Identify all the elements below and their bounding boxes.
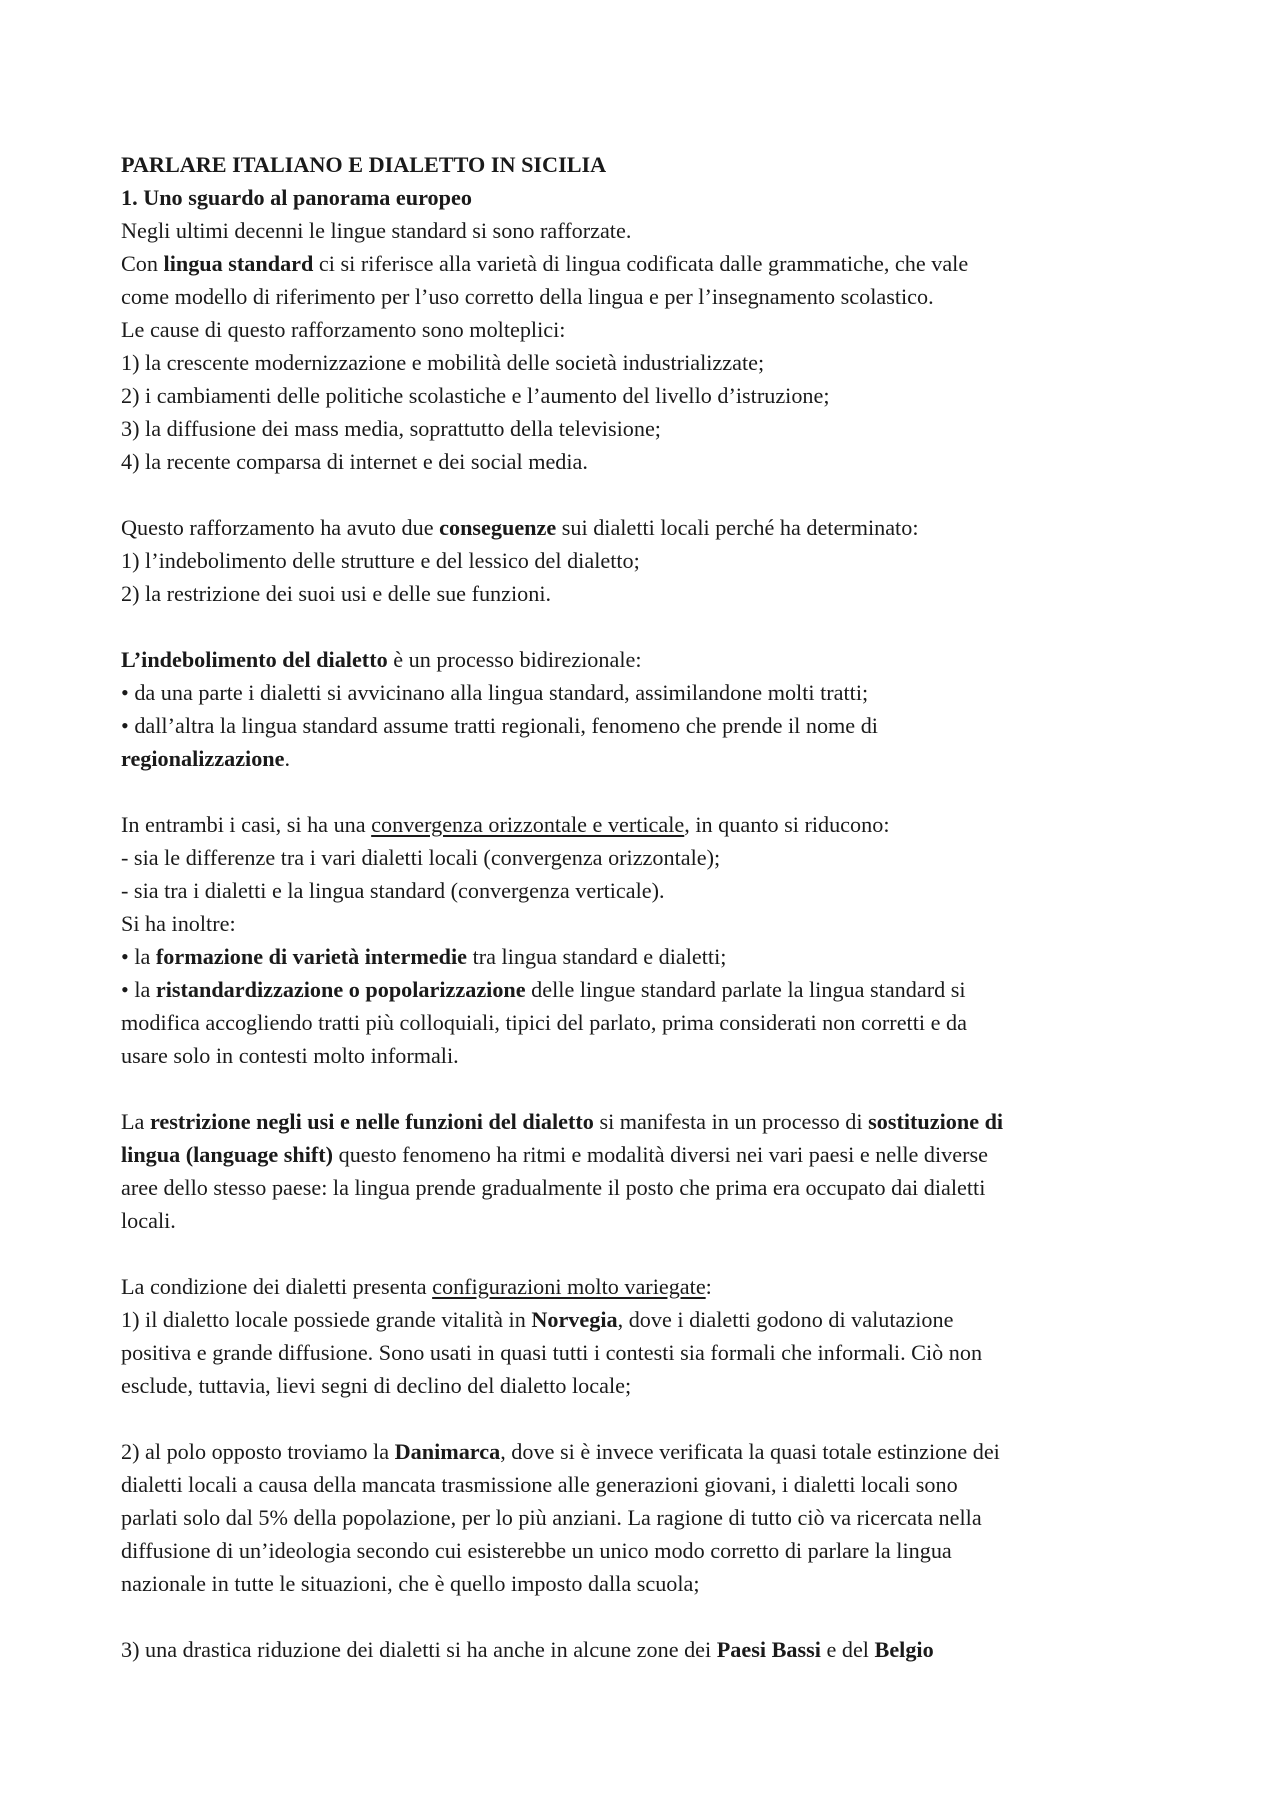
document-page (121, 148, 1166, 1666)
text-run: , dove si è invece verificata la quasi totale estinzione dei (500, 1439, 1000, 1464)
denmark-item: dialetti locali a causa della mancata trasmissione alle generazioni giovani, i dialetti locali sono (121, 1472, 958, 1497)
text-run: In entrambi i casi, si ha una (121, 812, 372, 837)
paragraph-line: modifica accogliendo tratti più colloquiali, tipici del parlato, prima considerati non corretti e da (121, 1010, 967, 1035)
configurations-intro (121, 1270, 1166, 1303)
weakening-heading (121, 643, 1166, 676)
text-run: Questo rafforzamento ha avuto due (121, 515, 440, 540)
paragraph-line (121, 742, 1166, 775)
paragraph-line: usare solo in contesti molto informali. (121, 1043, 459, 1068)
consequences-intro (121, 511, 1166, 544)
bold-term: conseguenze (439, 515, 557, 540)
consequence-item: 2) la restrizione dei suoi usi e delle sue funzioni. (121, 581, 552, 606)
text-run: • la (121, 944, 156, 969)
cause-item: 4) la recente comparsa di internet e dei social media. (121, 449, 588, 474)
text-run: delle lingue standard parlate la lingua standard si (525, 977, 966, 1002)
cause-item: 1) la crescente modernizzazione e mobilità delle società industrializzate; (121, 350, 765, 375)
text-run: Con (121, 251, 164, 276)
text-run: La (121, 1109, 150, 1134)
dash-item: - sia le differenze tra i vari dialetti locali (convergenza orizzontale); (121, 845, 721, 870)
consequence-item: 1) l’indebolimento delle strutture e del lessico del dialetto; (121, 548, 640, 573)
text-run: si manifesta in un processo di (593, 1109, 869, 1134)
norway-item: positiva e grande diffusione. Sono usati in quasi tutti i contesti sia formali che informali. Ciò non (121, 1340, 983, 1365)
text-run: , in quanto si riducono: (684, 812, 890, 837)
underlined-term: convergenza orizzontale e verticale (371, 812, 685, 837)
text-run: , dove i dialetti godono di valutazione (617, 1307, 954, 1332)
bullet-item (121, 973, 1166, 1006)
bold-term: Norvegia (531, 1307, 618, 1332)
norway-item (121, 1303, 1166, 1336)
blank-line (121, 1237, 1166, 1270)
underlined-term: configurazioni molto variegate (432, 1274, 706, 1299)
cause-item: 3) la diffusione dei mass media, soprattutto della televisione; (121, 416, 661, 441)
text-run: . (284, 746, 291, 771)
bullet-item: • da una parte i dialetti si avvicinano alla lingua standard, assimilandone molti tratti; (121, 680, 869, 705)
paragraph-intro: Negli ultimi decenni le lingue standard si sono rafforzate. (121, 218, 632, 243)
text-run: : (705, 1274, 712, 1299)
paragraph-definition-line (121, 247, 1166, 280)
text-run: è un processo bidirezionale: (387, 647, 642, 672)
bold-term: L’indebolimento del dialetto (121, 647, 388, 672)
text-run: • la (121, 977, 156, 1002)
text-run: La condizione dei dialetti presenta (121, 1274, 433, 1299)
bullet-item (121, 940, 1166, 973)
bold-term: restrizione negli usi e nelle funzioni del dialetto (149, 1109, 594, 1134)
restriction-line: aree dello stesso paese: la lingua prende gradualmente il posto che prima era occupato dai dialetti (121, 1175, 986, 1200)
denmark-item: parlati solo dal 5% della popolazione, per lo più anziani. La ragione di tutto ciò va ricercata nella (121, 1505, 982, 1530)
bullet-item: • dall’altra la lingua standard assume tratti regionali, fenomeno che prende il nome di (121, 713, 878, 738)
bold-term: Paesi Bassi (716, 1637, 821, 1662)
convergence-intro (121, 808, 1166, 841)
denmark-item: nazionale in tutte le situazioni, che è quello imposto dalla scuola; (121, 1571, 700, 1596)
text-run: 1) il dialetto locale possiede grande vitalità in (121, 1307, 532, 1332)
bold-term: regionalizzazione (121, 746, 285, 771)
blank-line (121, 1600, 1166, 1633)
text-run: e del (820, 1637, 875, 1662)
blank-line (121, 610, 1166, 643)
bold-term: lingua standard (163, 251, 314, 276)
text-run: questo fenomeno ha ritmi e modalità diversi nei vari paesi e nelle diverse (333, 1142, 988, 1167)
section-heading: 1. Uno sguardo al panorama europeo (121, 185, 472, 210)
text-run: 3) una drastica riduzione dei dialetti si ha anche in alcune zone dei (121, 1637, 717, 1662)
causes-intro: Le cause di questo rafforzamento sono molteplici: (121, 317, 566, 342)
netherlands-item (121, 1633, 1166, 1666)
bold-term: lingua (language shift) (121, 1142, 334, 1167)
blank-line (121, 775, 1166, 808)
text-run: ci si riferisce alla varietà di lingua codificata dalle grammatiche, che vale (313, 251, 969, 276)
text-run: 2) al polo opposto troviamo la (121, 1439, 395, 1464)
restriction-line: locali. (121, 1208, 176, 1233)
paragraph-line: Si ha inoltre: (121, 911, 236, 936)
denmark-item: diffusione di un’ideologia secondo cui esisterebbe un unico modo corretto di parlare la lingua (121, 1538, 952, 1563)
bold-term: formazione di varietà intermedie (155, 944, 468, 969)
dash-item: - sia tra i dialetti e la lingua standard (convergenza verticale). (121, 878, 665, 903)
paragraph-definition-line: come modello di riferimento per l’uso corretto della lingua e per l’insegnamento scolastico. (121, 284, 934, 309)
bold-term: ristandardizzazione o popolarizzazione (155, 977, 526, 1002)
text-run: tra lingua standard e dialetti; (467, 944, 727, 969)
norway-item: esclude, tuttavia, lievi segni di declino del dialetto locale; (121, 1373, 632, 1398)
bold-term: Belgio (874, 1637, 934, 1662)
bold-term: Danimarca (394, 1439, 501, 1464)
text-run: sui dialetti locali perché ha determinato: (556, 515, 919, 540)
blank-line (121, 1072, 1166, 1105)
cause-item: 2) i cambiamenti delle politiche scolastiche e l’aumento del livello d’istruzione; (121, 383, 830, 408)
restriction-line (121, 1105, 1166, 1138)
denmark-item (121, 1435, 1166, 1468)
bold-term: sostituzione di (868, 1109, 1004, 1134)
blank-line (121, 478, 1166, 511)
restriction-line (121, 1138, 1166, 1171)
blank-line (121, 1402, 1166, 1435)
document-title: PARLARE ITALIANO E DIALETTO IN SICILIA (121, 152, 607, 177)
